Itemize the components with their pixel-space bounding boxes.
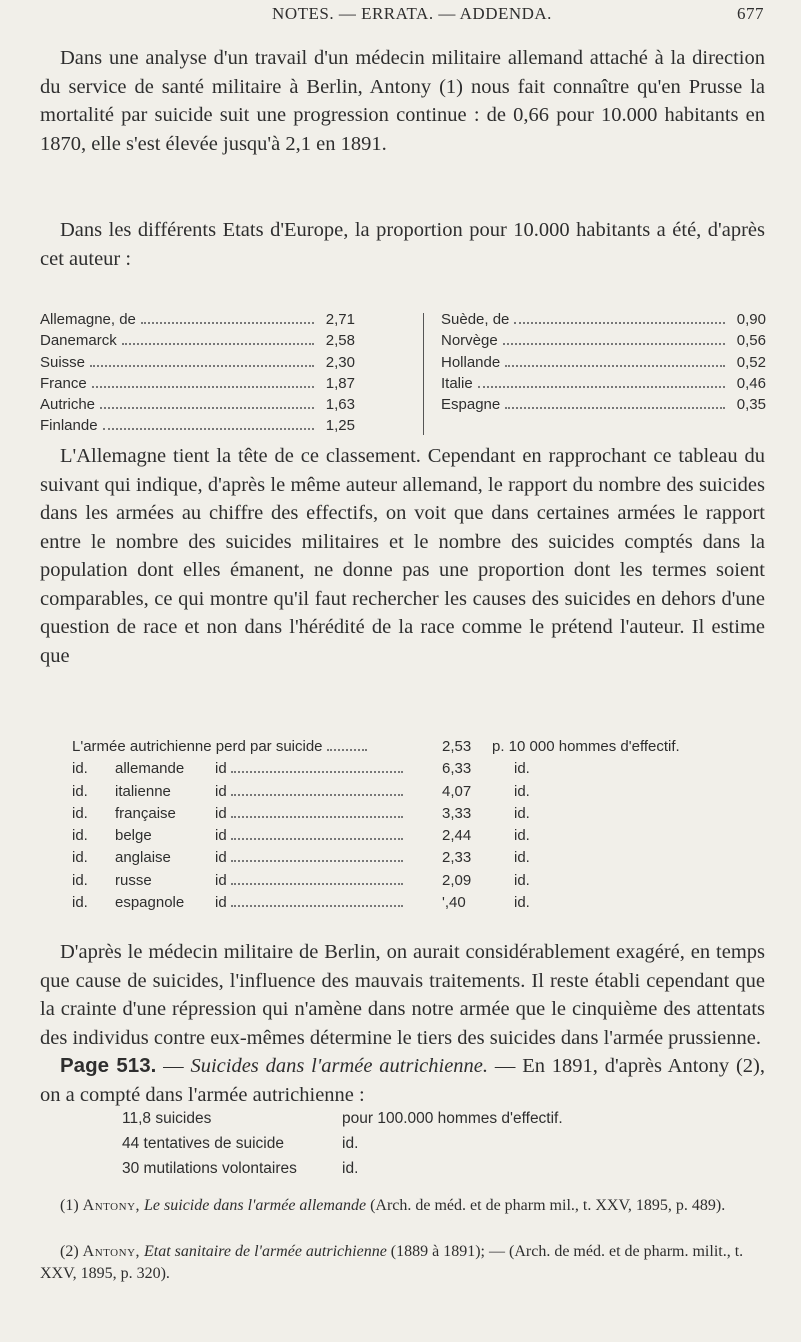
- stat-unit: id.: [342, 1135, 359, 1152]
- dot-leader: [505, 407, 725, 409]
- table-row: [72, 849, 732, 871]
- army-id-leader: [215, 805, 407, 822]
- table-row: [72, 827, 732, 849]
- country-rate: 0,56: [736, 332, 766, 350]
- column-divider: [423, 313, 424, 435]
- army-unit: id.: [514, 894, 530, 912]
- army-rate: 4,07: [442, 782, 472, 800]
- army-rate: ',40: [442, 894, 466, 912]
- table-row: [40, 332, 355, 353]
- country-name: Suède, de: [441, 311, 510, 328]
- army-header-unit: p. 10 000 hommes d'effectif.: [492, 738, 680, 755]
- table-row: [72, 805, 732, 827]
- army-id: id.: [72, 871, 88, 889]
- army-id-leader: [215, 783, 407, 800]
- table-row: [441, 354, 766, 375]
- dot-leader: [90, 365, 314, 367]
- army-rate: 2,33: [442, 849, 472, 867]
- army-nation: belge: [115, 827, 152, 845]
- table-row: [72, 872, 732, 894]
- header-title: NOTES. — ERRATA. — ADDENDA.: [272, 4, 552, 23]
- dot-leader: [231, 849, 403, 862]
- army-nation: française: [115, 804, 176, 822]
- footnote-2: (2) Antony, Etat sanitaire de l'armée autrichienne (1889 à 1891); — (Arch. de méd. et de pharm. milit., t. XXV, 1895, p. 320).: [40, 1243, 744, 1282]
- stat-label: 44 tentatives de suicide: [122, 1135, 284, 1152]
- paragraph-3: L'Allemagne tient la tête de ce classement. Cependant en rapprochant ce tableau du suivant qui indique, d'après le même auteur allemand, le rapport du nombre des suicides dans les armées au chiffre des effectifs, on voit que dans certaines armées le rapport entre le nombre des suicides militaires et le nombre des suicides comptés dans la population dont elles émanent, ne donne pas une proportion dont les termes soient comparables, ce qui montre qu'il faut rechercher les causes des suicides en dehors d'une question de race et non dans l'hérédité de la race comme le prétend l'auteur. Il estime que: [40, 445, 765, 667]
- table-row: [441, 311, 766, 332]
- dot-leader: [92, 386, 314, 388]
- dot-leader: [478, 386, 725, 388]
- table-row: [441, 396, 766, 417]
- army-header-value: 2,53: [442, 738, 472, 755]
- army-id: id.: [72, 894, 88, 912]
- army-unit: id.: [514, 760, 530, 778]
- stat-label: 11,8 suicides: [122, 1110, 212, 1127]
- dot-leader: [122, 343, 314, 345]
- dot-leader: [505, 365, 725, 367]
- country-rate: 1,87: [325, 374, 355, 392]
- dot-leader: [231, 805, 403, 818]
- country-rate: 2,58: [325, 332, 355, 350]
- army-nation: italienne: [115, 782, 171, 800]
- army-id: id.: [72, 804, 88, 822]
- army-id: id.: [72, 827, 88, 845]
- stat-label: 30 mutilations volontaires: [122, 1160, 297, 1177]
- country-rate: 1,25: [325, 417, 355, 435]
- table-row: [72, 783, 732, 805]
- table-row: [441, 332, 766, 353]
- table-row: [40, 396, 355, 417]
- army-id2: id: [215, 849, 227, 867]
- running-header: [60, 4, 764, 32]
- army-id2: id: [215, 782, 227, 800]
- army-id2: id: [215, 871, 227, 889]
- country-name: Autriche: [40, 396, 96, 414]
- footnote-2-author: Antony,: [82, 1243, 141, 1260]
- stat-unit: pour 100.000 hommes d'effectif.: [342, 1110, 563, 1127]
- army-id2: id: [215, 760, 227, 778]
- table-row: [40, 417, 355, 438]
- country-rate: 0,52: [736, 353, 766, 371]
- army-nation: espagnole: [115, 894, 185, 912]
- army-id: id.: [72, 849, 88, 867]
- army-id2: id: [215, 827, 227, 845]
- army-rate: 6,33: [442, 760, 472, 778]
- army-id-leader: [215, 894, 407, 911]
- army-nation: allemande: [115, 760, 185, 778]
- table-row: [40, 375, 355, 396]
- page-number: 677: [737, 4, 764, 23]
- dot-leader: [231, 783, 403, 796]
- footnote-1-title: Le suicide dans l'armée allemande: [144, 1197, 367, 1214]
- army-id: id.: [72, 760, 88, 778]
- army-rate: 2,44: [442, 827, 472, 845]
- dot-leader: [503, 343, 725, 345]
- army-id-leader: [215, 760, 407, 777]
- table-column-right: [441, 311, 766, 417]
- dot-leader: [100, 407, 314, 409]
- table-row: [72, 894, 732, 916]
- country-rate: 2,30: [325, 353, 355, 371]
- footnote-1-author: Antony,: [82, 1197, 141, 1214]
- dot-leader: [141, 322, 314, 324]
- army-unit: id.: [514, 849, 530, 867]
- army-table-header-row: [72, 738, 732, 760]
- paragraph-2: Dans les différents Etats d'Europe, la proportion pour 10.000 habitants a été, d'après cet auteur :: [40, 219, 765, 270]
- country-name: France: [40, 374, 87, 392]
- army-id2: id: [215, 894, 227, 912]
- country-name: Hollande: [441, 353, 501, 371]
- dot-leader: [231, 760, 403, 773]
- country-name: Italie: [441, 374, 473, 392]
- country-rate: 2,71: [325, 311, 355, 328]
- army-unit: id.: [514, 827, 530, 845]
- country-name: Norvège: [441, 332, 498, 350]
- army-rate: 3,33: [442, 804, 472, 822]
- table-row: [122, 1160, 722, 1185]
- table-row: [122, 1135, 722, 1160]
- dot-leader: [103, 428, 314, 430]
- paragraph-1: Dans une analyse d'un travail d'un médecin militaire allemand attaché à la direction du service de santé militaire à Berlin, Antony (1) nous fait connaître qu'en Prusse la mortalité par suicide suit une progression continue : de 0,66 pour 10.000 habitants en 1870, elle s'est élevée jusqu'à 2,1 en 1891.: [40, 47, 765, 155]
- army-nation: anglaise: [115, 849, 171, 867]
- footnote-2-title: Etat sanitaire de l'armée autrichienne: [144, 1243, 387, 1260]
- footnote-1: (1) Antony, Le suicide dans l'armée allemande (Arch. de méd. et de pharm mil., t. XXV, 1895, p. 489).: [60, 1197, 726, 1214]
- army-id2: id: [215, 804, 227, 822]
- country-rate: 0,35: [736, 396, 766, 414]
- army-unit: id.: [514, 782, 530, 800]
- table-row: [441, 375, 766, 396]
- country-rate: 1,63: [325, 396, 355, 414]
- country-rate: 0,90: [736, 311, 766, 328]
- table-row: [40, 354, 355, 375]
- army-nation: russe: [115, 871, 152, 889]
- dot-leader: [514, 322, 725, 324]
- table-column-left: [40, 311, 355, 439]
- army-id-leader: [215, 849, 407, 866]
- dot-leader: [231, 894, 403, 907]
- table-row: [40, 311, 355, 332]
- stat-unit: id.: [342, 1160, 359, 1177]
- country-name: Allemagne, de: [40, 311, 136, 328]
- army-id: id.: [72, 782, 88, 800]
- table-row: [72, 760, 732, 782]
- army-suicide-table: [72, 738, 732, 916]
- army-id-leader: [215, 827, 407, 844]
- army-unit: id.: [514, 871, 530, 889]
- army-header-label: L'armée autrichienne perd par suicide: [72, 738, 323, 755]
- paragraph-5: Page 513. — Suicides dans l'armée autrichienne. — En 1891, d'après Antony (2), on a compté dans l'armée autrichienne :: [40, 1054, 765, 1106]
- country-suicide-table: [40, 311, 765, 439]
- country-name: Danemarck: [40, 332, 117, 350]
- table-row: [122, 1110, 722, 1135]
- page-reference: Page 513.: [60, 1054, 157, 1077]
- army-rate: 2,09: [442, 871, 472, 889]
- army-unit: id.: [514, 804, 530, 822]
- section-title: Suicides dans l'armée autrichienne.: [190, 1055, 489, 1077]
- dot-leader: [231, 872, 403, 885]
- country-rate: 0,46: [736, 374, 766, 392]
- country-name: Finlande: [40, 417, 98, 435]
- army-id-leader: [215, 872, 407, 889]
- country-name: Suisse: [40, 353, 86, 371]
- dot-leader: [231, 827, 403, 840]
- country-name: Espagne: [441, 396, 501, 414]
- paragraph-4: D'après le médecin militaire de Berlin, on aurait considérablement exagéré, en temps que cause de suicides, l'influence des mauvais traitements. Il reste établi cependant que la crainte d'une répression qui n'amène dans notre armée que le cinquième des attentats des individus contre eux-mêmes détermine le tiers des suicides dans l'armée prussienne.: [40, 941, 765, 1049]
- austrian-stats-table: [122, 1110, 722, 1185]
